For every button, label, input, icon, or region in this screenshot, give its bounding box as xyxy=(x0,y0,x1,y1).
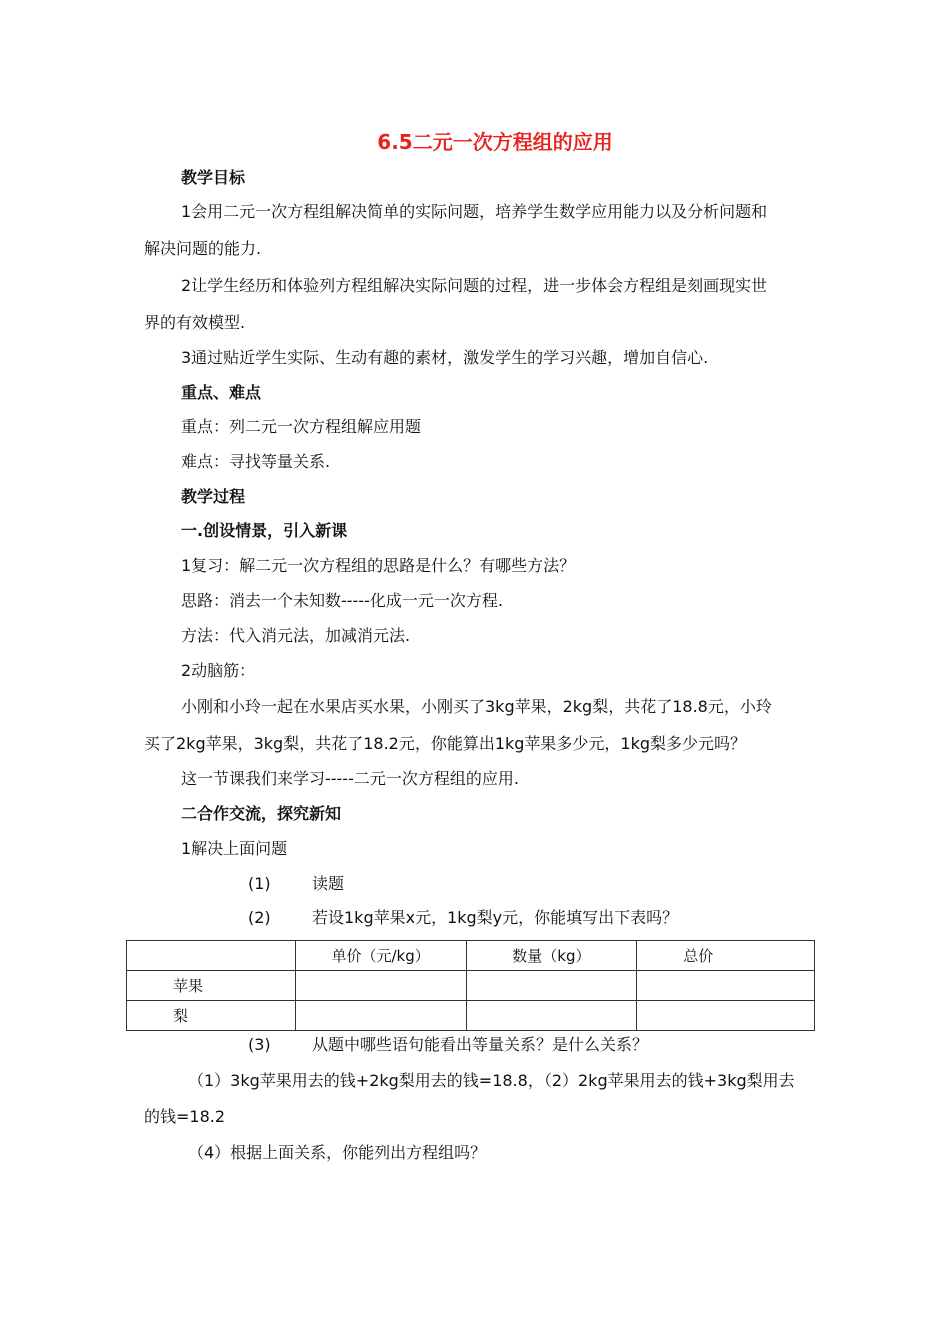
step-2-text: 若设1kg苹果x元，1kg梨y元，你能填写出下表吗？ xyxy=(312,908,679,927)
fruit-table xyxy=(126,940,815,1031)
step-2-number: (2) xyxy=(248,908,271,927)
process-heading: 教学过程 xyxy=(181,487,246,506)
step-3-number: (3) xyxy=(248,1035,271,1054)
review-question: 1复习：解二元一次方程组的思路是什么？有哪些方法？ xyxy=(181,556,576,575)
table-cell xyxy=(466,1001,637,1031)
table-cell: 苹果 xyxy=(127,971,296,1001)
key-point: 重点：列二元一次方程组解应用题 xyxy=(181,417,422,436)
key-points-heading: 重点、难点 xyxy=(181,383,262,402)
table-header-cell: 单价（元/kg） xyxy=(295,941,466,971)
table-cell: 梨 xyxy=(127,1001,296,1031)
objective-2-line-1: 2让学生经历和体验列方程组解决实际问题的过程，进一步体会方程组是刻画现实世 xyxy=(181,276,768,295)
step-3-text: 从题中哪些语句能看出等量关系？是什么关系？ xyxy=(312,1035,649,1054)
table-header-cell xyxy=(127,941,296,971)
objective-3: 3通过贴近学生实际、生动有趣的素材，激发学生的学习兴趣，增加自信心. xyxy=(181,348,709,367)
objective-1-line-1: 1会用二元一次方程组解决简单的实际问题，培养学生数学应用能力以及分析问题和 xyxy=(181,202,768,221)
table-header-cell: 总价 xyxy=(637,941,815,971)
step-1-number: (1) xyxy=(248,874,271,893)
objective-2-line-2: 界的有效模型. xyxy=(144,313,246,332)
objectives-heading: 教学目标 xyxy=(181,168,246,187)
problem-line-1: 小刚和小玲一起在水果店买水果，小刚买了3kg苹果，2kg梨，共花了18.8元，小玲 xyxy=(181,697,772,716)
difficult-point: 难点：寻找等量关系. xyxy=(181,452,331,471)
table-header-cell: 数量（kg） xyxy=(466,941,637,971)
table-cell xyxy=(466,971,637,1001)
step-4: （4）根据上面关系，你能列出方程组吗？ xyxy=(188,1143,487,1162)
document-title: 6.5二元一次方程组的应用 xyxy=(377,130,613,154)
table-cell xyxy=(637,1001,815,1031)
table-cell xyxy=(637,971,815,1001)
step-1-text: 读题 xyxy=(312,874,345,893)
table-row xyxy=(127,971,815,1001)
table-cell xyxy=(295,1001,466,1031)
problem-line-2: 买了2kg苹果，3kg梨，共花了18.2元，你能算出1kg苹果多少元，1kg梨多少元吗？ xyxy=(144,734,747,753)
brain-teaser: 2动脑筋： xyxy=(181,661,256,680)
idea-line: 思路：消去一个未知数-----化成一元一次方程. xyxy=(181,591,503,610)
method-line: 方法：代入消元法，加减消元法. xyxy=(181,626,411,645)
part-2-heading: 二合作交流，探究新知 xyxy=(181,804,342,823)
relation-line-1: （1）3kg苹果用去的钱+2kg梨用去的钱=18.8，（2）2kg苹果用去的钱+3kg梨用去 xyxy=(188,1071,795,1090)
objective-1-line-2: 解决问题的能力. xyxy=(144,239,262,258)
part-1-heading: 一.创设情景，引入新课 xyxy=(181,521,348,540)
relation-line-2: 的钱=18.2 xyxy=(144,1107,226,1126)
table-header-row xyxy=(127,941,815,971)
lesson-intro: 这一节课我们来学习-----二元一次方程组的应用. xyxy=(181,769,519,788)
solve-above: 1解决上面问题 xyxy=(181,839,288,858)
table-row xyxy=(127,1001,815,1031)
table-cell xyxy=(295,971,466,1001)
